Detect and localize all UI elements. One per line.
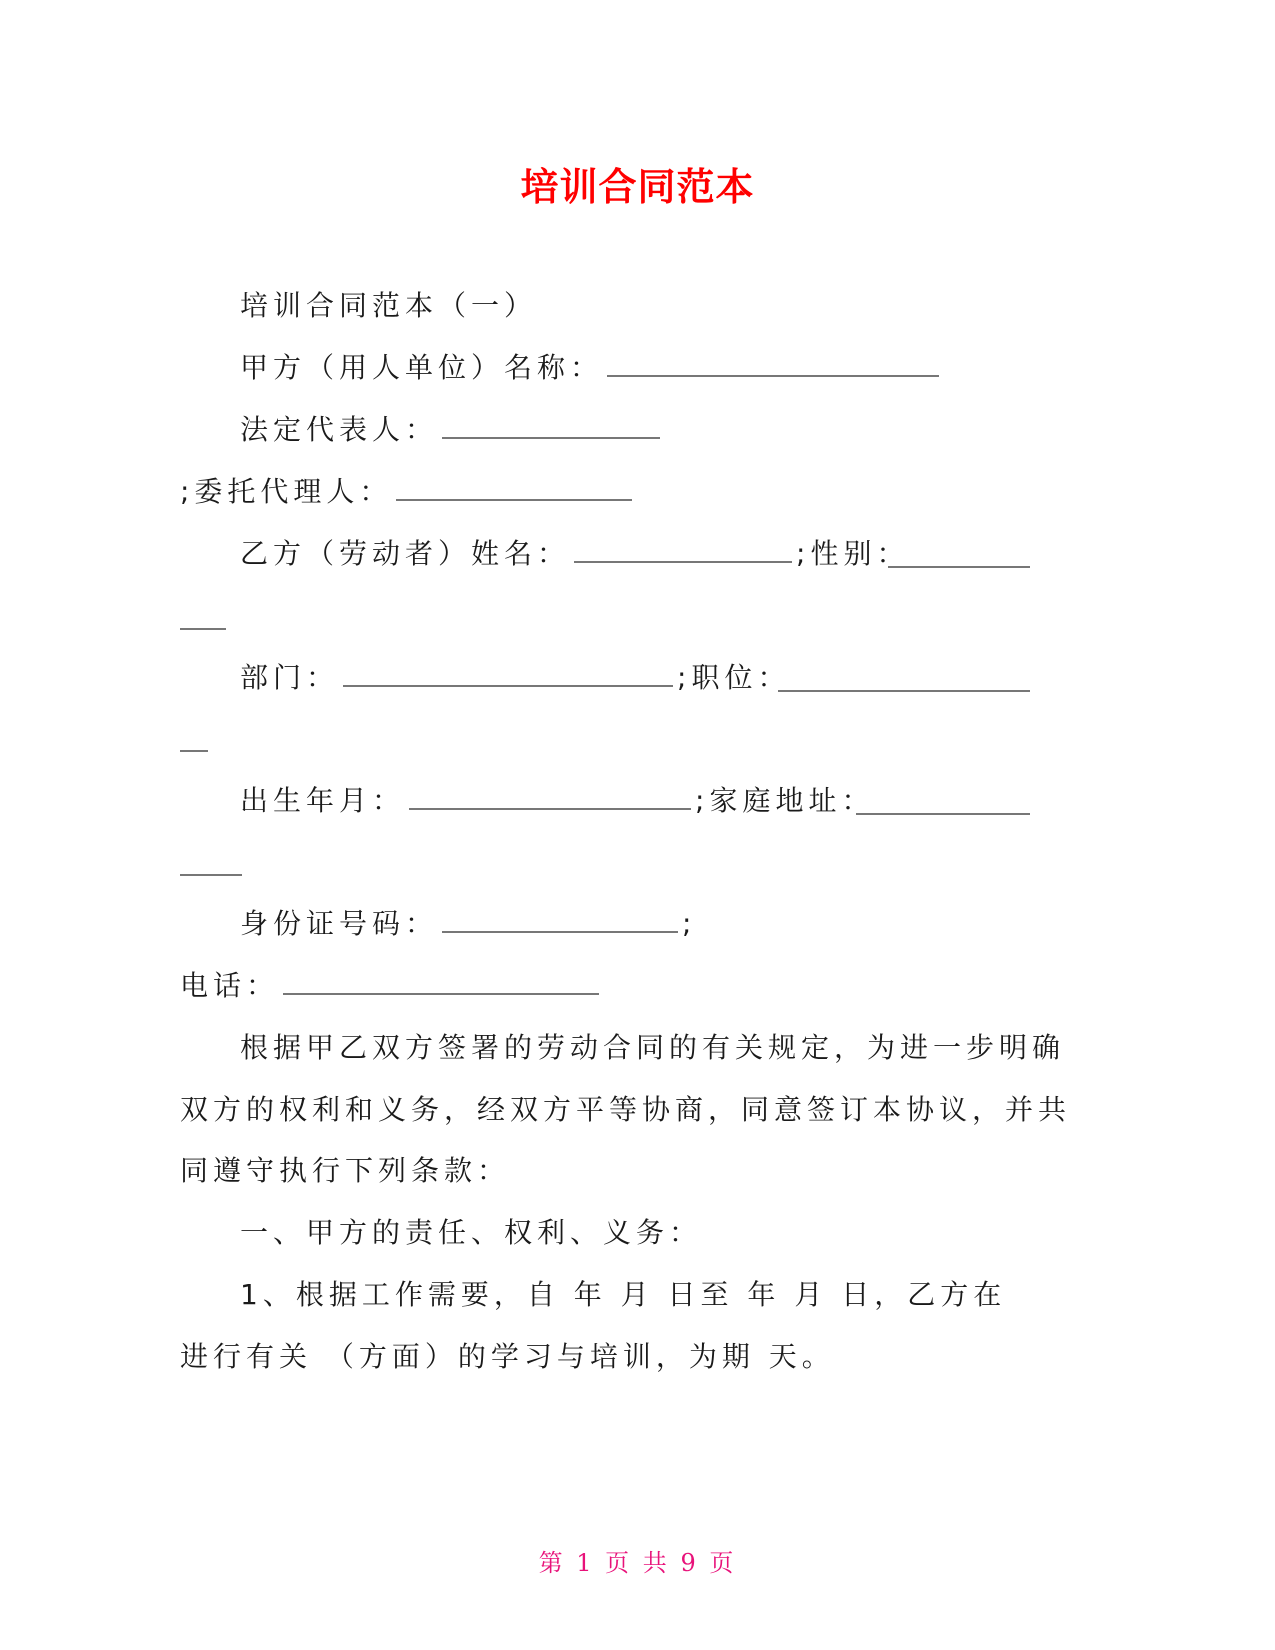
- page-title: 培训合同范本: [520, 165, 755, 209]
- address-blank: [856, 813, 1030, 815]
- id-row: [240, 904, 696, 944]
- agent-blank: [396, 475, 632, 501]
- intro-line-1: 根据甲乙双方签署的劳动合同的有关规定，为进一步明确: [240, 1031, 1066, 1064]
- birth-row: [240, 781, 874, 821]
- legal-rep-row: [240, 410, 664, 450]
- section-1-item-1-line-2: 进行有关 （方面）的学习与培训，为期 天。: [180, 1340, 835, 1373]
- birth-blank: [409, 784, 691, 810]
- position-label: ;职位：: [677, 661, 791, 694]
- department-row: [240, 658, 790, 698]
- legal-rep-blank: [442, 413, 660, 439]
- gender-blank-continued: [180, 628, 226, 630]
- position-blank: [778, 690, 1030, 692]
- agent-row: [180, 472, 636, 512]
- intro-line-3: 同遵守执行下列条款：: [180, 1154, 511, 1187]
- id-blank: [442, 907, 678, 933]
- gender-blank: [888, 566, 1030, 568]
- party-a-name-label: 甲方（用人单位）名称：: [240, 351, 604, 384]
- department-label: 部门：: [240, 661, 340, 694]
- department-blank: [343, 661, 673, 687]
- page-number-footer: 第 1 页 共 9 页: [538, 1549, 737, 1577]
- birth-label: 出生年月：: [240, 784, 406, 817]
- contract-subtitle: 培训合同范本（一）: [240, 289, 538, 322]
- address-label: ;家庭地址：: [695, 784, 875, 817]
- legal-rep-label: 法定代表人：: [240, 413, 439, 446]
- party-b-row: [240, 534, 909, 574]
- id-label: 身份证号码：: [240, 907, 439, 940]
- phone-label: 电话：: [180, 969, 280, 1002]
- id-end: ;: [682, 907, 697, 940]
- party-a-name-row: [240, 348, 943, 388]
- party-b-name-label: 乙方（劳动者）姓名：: [240, 537, 571, 570]
- party-a-name-blank: [607, 351, 939, 377]
- intro-line-2: 双方的权利和义务，经双方平等协商，同意签订本协议，并共: [180, 1093, 1072, 1126]
- section-1-heading: 一、甲方的责任、权利、义务：: [240, 1216, 703, 1249]
- section-1-item-1-line-1: 1、根据工作需要，自 年 月 日至 年 月 日，乙方在: [240, 1278, 1007, 1311]
- phone-blank: [283, 969, 599, 995]
- address-blank-continued: [180, 874, 242, 876]
- agent-label: ;委托代理人：: [180, 475, 393, 508]
- position-blank-continued: [180, 750, 208, 752]
- gender-label: ;性别：: [796, 537, 910, 570]
- party-b-name-blank: [574, 537, 792, 563]
- phone-row: [180, 966, 603, 1006]
